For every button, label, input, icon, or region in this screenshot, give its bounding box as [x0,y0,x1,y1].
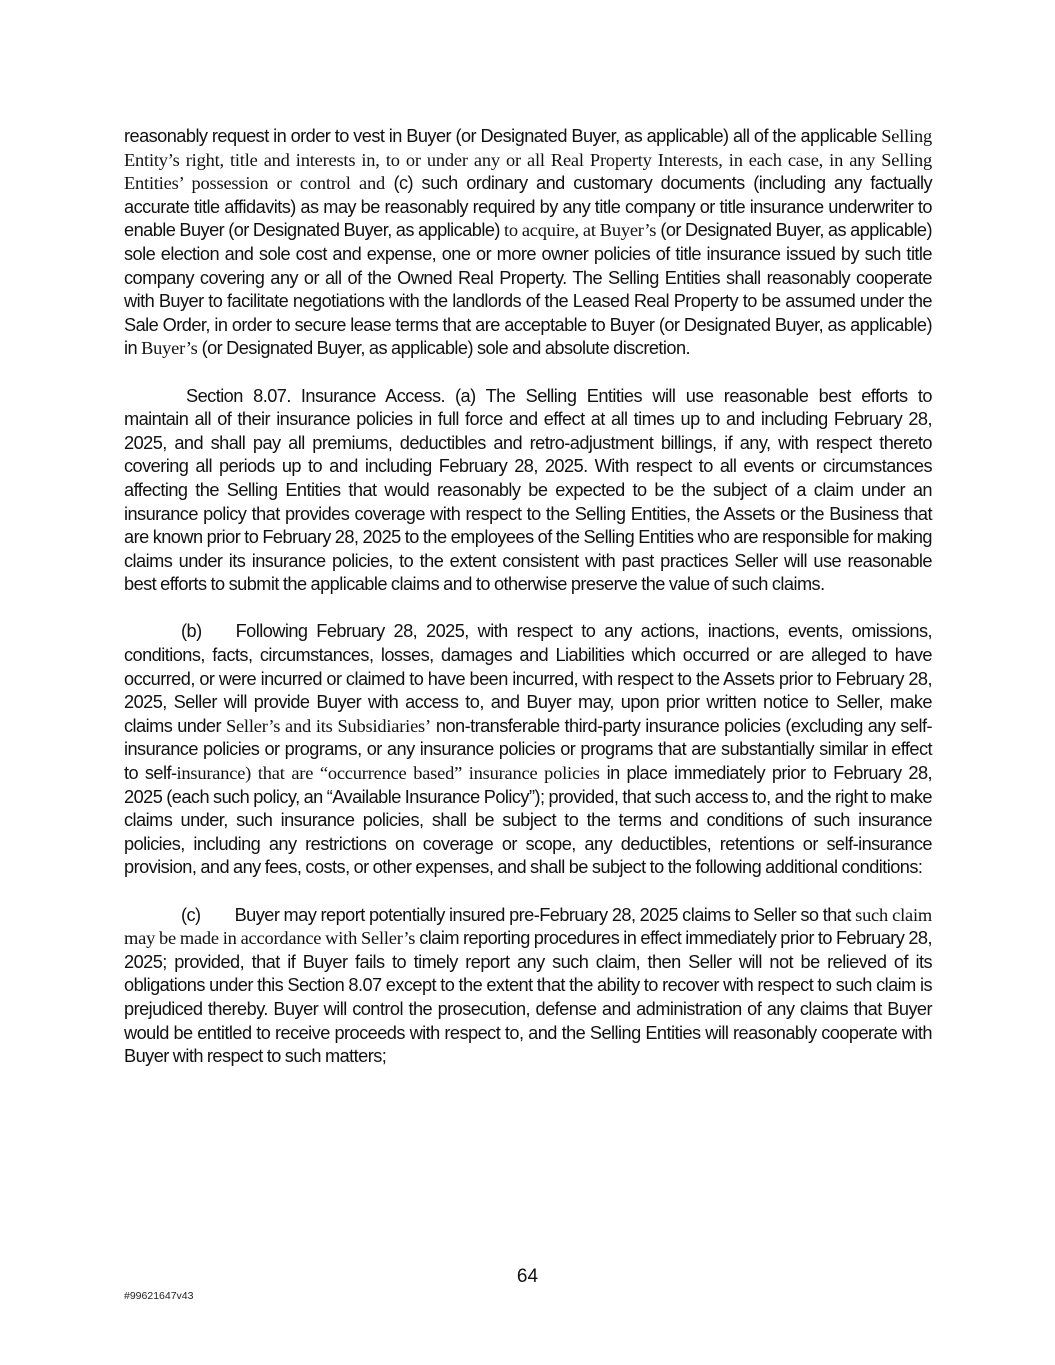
subsection-c-paragraph [124,904,932,1069]
paragraph-text: Buyer may report potentially insured pre-February 28, 2025 claims to Seller so that [234,904,856,925]
paragraph-text: (c) such ordinary and customary documents (including any factually accurate title affidavits) as may be reasonably required by any title company or title insurance underwriter to enable Buyer (or Designated Buyer, as applicable) [124,173,932,241]
paragraph-text-serif: to acquire, at Buyer’s [503,220,657,241]
paragraph-text-serif: insurance) that are “occurrence based” insurance policies [176,763,600,784]
subsection-b-paragraph [124,620,932,880]
subsection-label-c: (c) [181,904,201,925]
paragraph-text-serif: Buyer’s [141,338,198,359]
paragraph-text: Following February 28, 2025, with respect to any actions, inactions, events, omissions, conditions, facts, circumstances, losses, damages and Liabilities which occurred or are alleged to have occurred, or were incurred or claimed to have been incurred, with respect to the Assets prior to February 28, 2025, Seller will provide Buyer with access to, and Buyer may, upon prior written notice to Seller, make claims under [124,621,932,736]
document-body [124,125,932,1092]
paragraph-text: (or Designated Buyer, as applicable) sole election and sole cost and expense, one or more owner policies of title insurance issued by such title company covering any or all of the Owned Real Property. The Selling Entities shall reasonably cooperate with Buyer to facilitate negotiations with the landlords of the Leased Real Property to be assumed under the Sale Order, in order to secure lease terms that are acceptable to Buyer (or Designated Buyer, as applicable) in [124,220,933,359]
section-number: Section 8.07. [186,385,291,406]
paragraph-text: reasonably request in order to vest in Buyer (or Designated Buyer, as applicable) all of the applicable [124,126,882,146]
paragraph-text: in place immediately prior to February 28, 2025 (each such policy, an “Available Insurance Policy”); provided, that such access to, and the right to make claims under, such insurance policies, shall be subject to the terms and conditions of such insurance policies, including any restrictions on coverage or scope, any deductibles, retentions or self-insurance provision, and any fees, costs, or other expenses, and shall be subject to the following additional conditions: [124,763,933,878]
paragraph-text: non-transferable third-party insurance policies (excluding any self-insurance policies or programs, or any insurance policies or programs that are substantially similar in effect to self- [124,715,932,784]
page-number: 64 [516,1266,539,1287]
paragraph-text: claim reporting procedures in effect immediately prior to February 28, 2025; provided, that if Buyer fails to timely report any such claim, then Seller will not be relieved of its obligations under this Section 8.07 except to the extent that the ability to recover with respect to such claim is prejudiced thereby. Buyer will control the prosecution, defense and administration of any claims that Buyer would be entitled to receive proceeds with respect to, and the Selling Entities will reasonably cooperate with Buyer with respect to such matters; [124,928,932,1067]
section-8-07-paragraph [124,385,932,597]
subsection-label-b: (b) [181,621,202,642]
section-heading: Insurance Access. [300,385,445,406]
paragraph-text: (or Designated Buyer, as applicable) sole and absolute discretion. [197,338,691,359]
document-id: #99621647v43 [124,1290,194,1302]
paragraph-text: The Selling Entities will use reasonable best efforts to maintain all of their insurance policies in full force and effect at all times up to and including February 28, 2025, and shall pay all premiums, deductibles and retro-adjustment billings, if any, with respect thereto covering all periods up to and including February 28, 2025. With respect to all events or circumstances affecting the Selling Entities that would reasonably be expected to be the subject of a claim under an insurance policy that provides coverage with respect to the Selling Entities, the Assets or the Business that are known prior to February 28, 2025 to the employees of the Selling Entities who are responsible for making claims under its insurance policies, to the extent consistent with past practices Seller will use reasonable best efforts to submit the applicable claims and to otherwise preserve the value of such claims. [124,385,932,595]
paragraph-text-serif: Seller’s and its Subsidiaries’ [225,715,431,736]
paragraph-text-serif: such claim may be made in accordance with Seller’s [124,904,932,949]
subsection-label-a: (a) [455,385,476,406]
paragraph-text-serif: Selling Entity’s right, title and interests in, to or under any or all Real Property Interests, in each case, in any Selling Entities’ possession or control and [124,126,932,194]
paragraph-title-documents [124,125,932,361]
